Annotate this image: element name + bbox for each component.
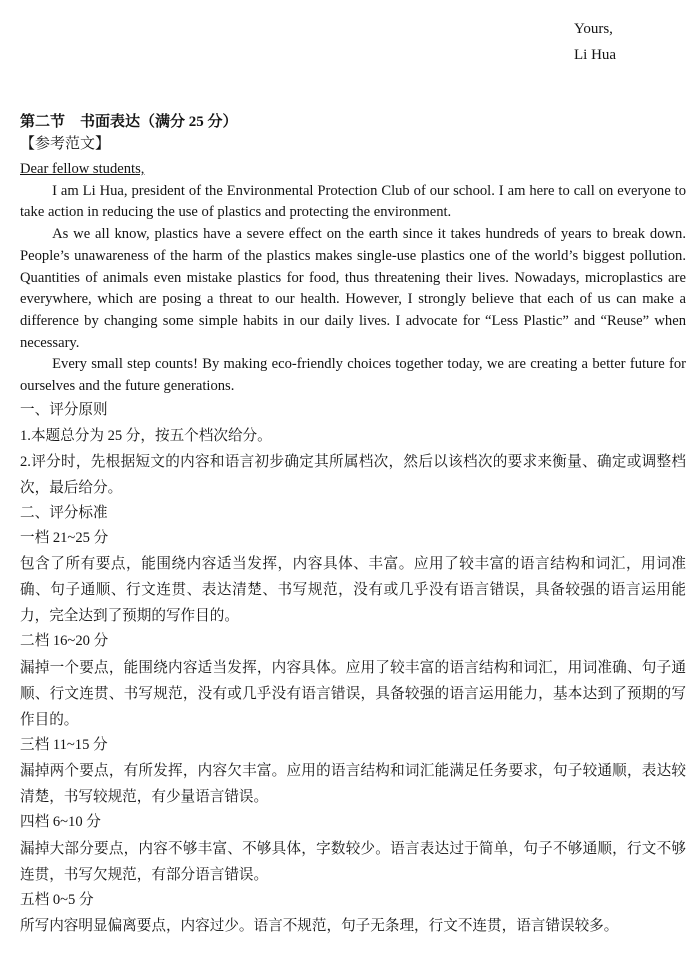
reference-essay-label: 【参考范文】 xyxy=(20,136,111,152)
essay-paragraph: As we all know, plastics have a severe effect on the earth since it takes hundreds of years to break down. People’s unawareness of the harm of the plastics makes single-use plastics one of the world’s biggest pollution. Quantities of animals even mistake plastics for food, thus threatening their lives. Nowadays, microplastics are everywhere, which are posing a threat to our health. However, I strongly believe that each of us can make a difference by changing some simple habits in our daily lives. I advocate for “Less Plastic” and “Reuse” when necessary. xyxy=(20,226,686,351)
answer-key-content xyxy=(20,113,686,939)
reference-essay xyxy=(20,159,686,398)
scoring-principle-item: 1.本题总分为 25 分，按五个档次给分。 xyxy=(20,427,272,444)
scoring-principle-item: 2.评分时，先根据短文的内容和语言初步确定其所属档次，然后以该档次的要求来衡量、确定或调整档次，最后给分。 xyxy=(20,453,686,496)
band-4-description: 漏掉大部分要点，内容不够丰富、不够具体，字数较少。语言表达过于简单，句子不够通顺，行文不够连贯，书写欠规范，有部分语言错误。 xyxy=(20,840,686,883)
band-5-description: 所写内容明显偏离要点，内容过少。语言不规范，句子无条理，行文不连贯，语言错误较多。 xyxy=(20,918,619,935)
band-1-description: 包含了所有要点，能围绕内容适当发挥，内容具体、丰富。应用了较丰富的语言结构和词汇，用词准确、句子通顺、行文连贯、表达清楚、书写规范，没有或几乎没有语言错误，具备较强的语言运用能力，完全达到了预期的写作目的。 xyxy=(20,556,686,625)
essay-salutation: Dear fellow students, xyxy=(20,161,145,177)
letter-closing: Yours, xyxy=(574,21,613,37)
scoring-principles-title: 一、评分原则 xyxy=(20,401,108,418)
letter-signature-name: Li Hua xyxy=(574,47,617,63)
band-1-title: 一档 21~25 分 xyxy=(20,529,109,546)
band-3-title: 三档 11~15 分 xyxy=(20,736,108,753)
band-5-title: 五档 0~5 分 xyxy=(20,891,94,908)
band-2-title: 二档 16~20 分 xyxy=(20,633,109,650)
section-heading: 第二节 书面表达（满分 25 分） xyxy=(20,114,238,130)
band-4-title: 四档 6~10 分 xyxy=(20,814,101,831)
essay-paragraph: Every small step counts! By making eco-friendly choices together today, we are creating a better future for ourselves and the future generations. xyxy=(20,356,686,395)
essay-paragraph: I am Li Hua, president of the Environmental Protection Club of our school. I am here to call on everyone to take action in reducing the use of plastics and protecting the environment. xyxy=(20,182,686,221)
band-3-description: 漏掉两个要点，有所发挥，内容欠丰富。应用的语言结构和词汇能满足任务要求，句子较通顺，表达较清楚，书写较规范，有少量语言错误。 xyxy=(20,763,686,806)
scoring-criteria-title: 二、评分标准 xyxy=(20,504,108,521)
band-2-description: 漏掉一个要点，能围绕内容适当发挥，内容具体。应用了较丰富的语言结构和词汇，用词准确、句子通顺、行文连贯、书写规范，没有或几乎没有语言错误，具备较强的语言运用能力，基本达到了预期的写作目的。 xyxy=(20,659,686,728)
